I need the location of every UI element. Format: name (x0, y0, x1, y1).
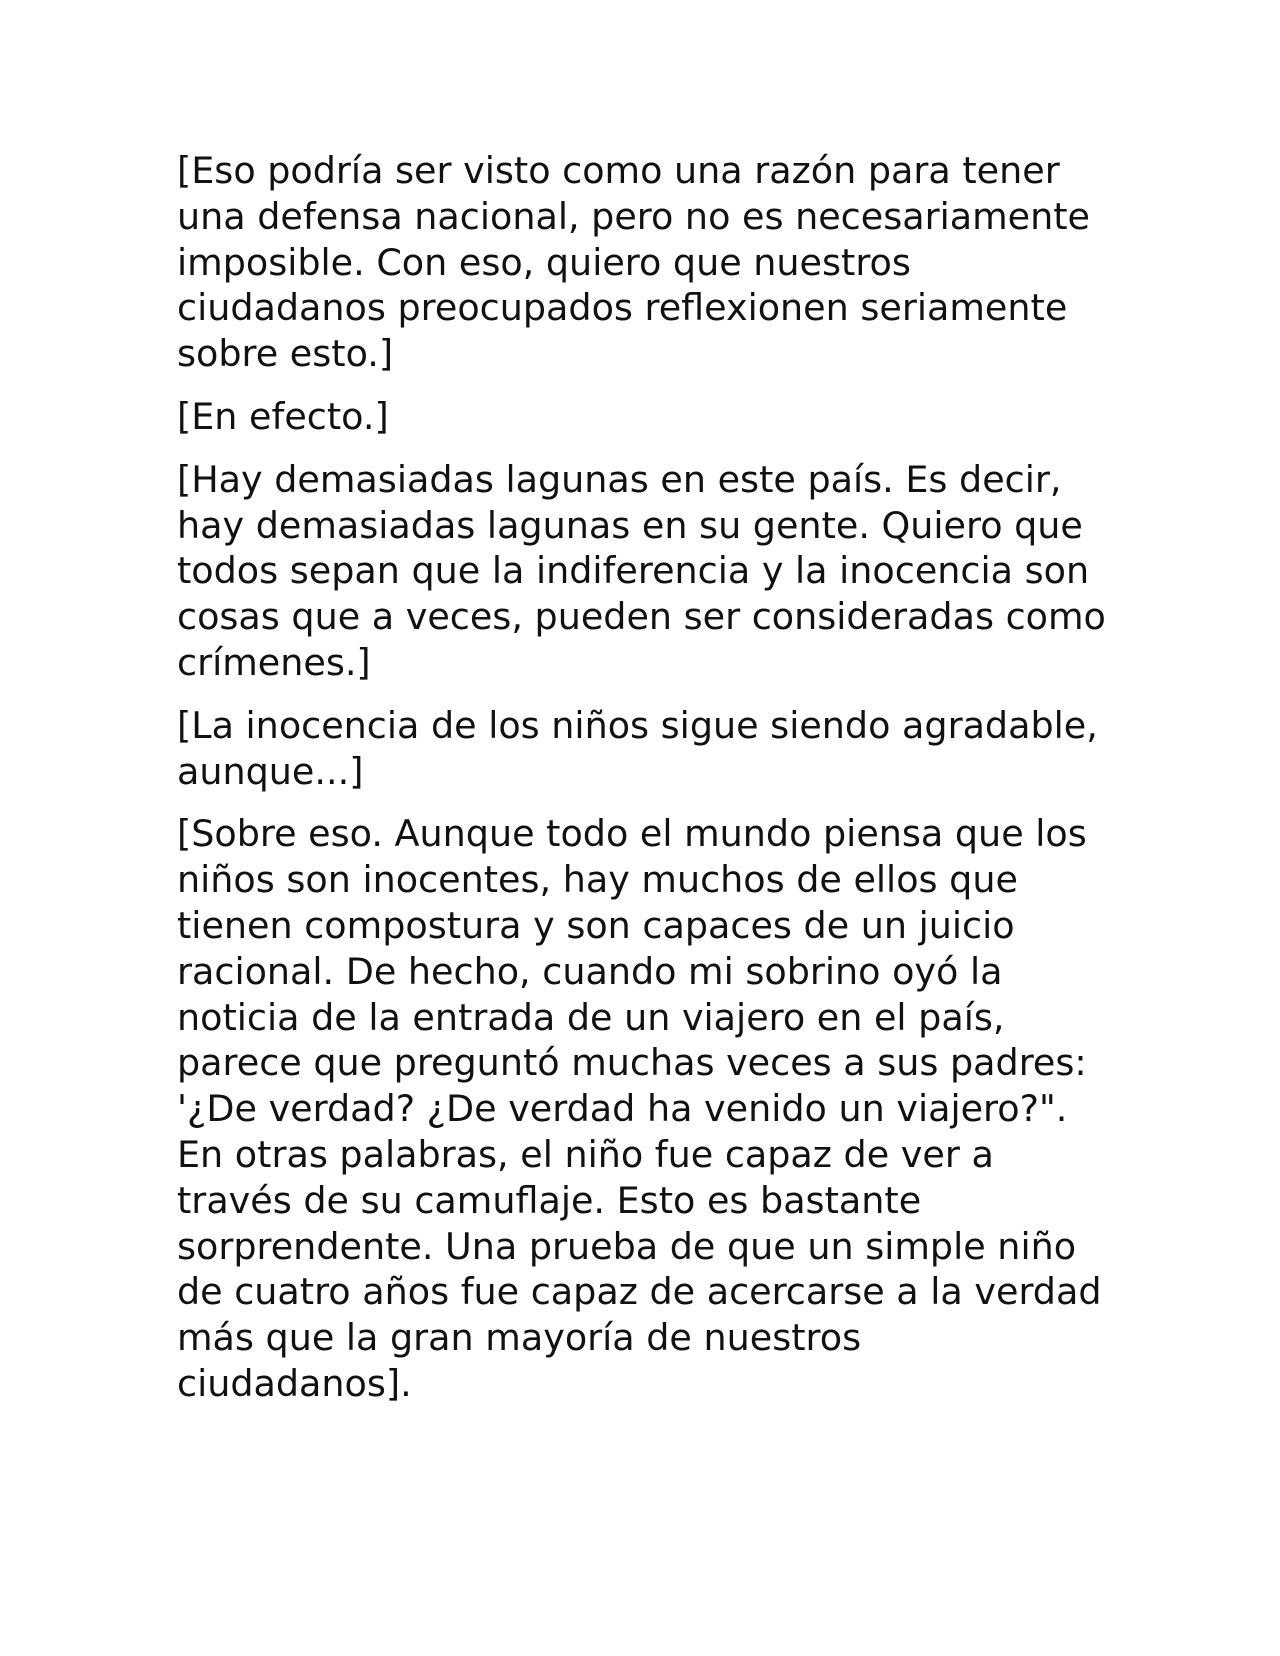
paragraph-defensa-nacional: [Eso podría ser visto como una razón para tener una defensa nacional, pero no es necesariamente imposible. Con eso, quiero que nuestros ciudadanos preocupados reflexionen seriamente sobre esto.] (177, 149, 1090, 376)
paragraph-inocencia-ninos: [La inocencia de los niños sigue siendo agradable, aunque...] (177, 703, 1098, 793)
paragraph-lagunas: [Hay demasiadas lagunas en este país. Es decir, hay demasiadas lagunas en su gente. Quiero que todos sepan que la indiferencia y la inocencia son cosas que a veces, pueden ser consideradas como crímenes.] (177, 457, 1106, 684)
paragraph-en-efecto: [En efecto.] (177, 394, 389, 438)
paragraph-sobrino: [Sobre eso. Aunque todo el mundo piensa que los niños son inocentes, hay muchos de ellos que tienen compostura y son capaces de un juicio racional. De hecho, cuando mi sobrino oyó la noticia de la entrada de un viajero en el país, parece que preguntó muchas veces a sus padres: '¿De verdad? ¿De verdad ha venido un viajero?". En otras palabras, el niño fue capaz de ver a través de su camuflaje. Esto es bastante sorprendente. Una prueba de que un simple niño de cuatro años fue capaz de acercarse a la verdad más que la gran mayoría de nuestros ciudadanos]. (177, 812, 1102, 1405)
text-body (177, 148, 1107, 1424)
